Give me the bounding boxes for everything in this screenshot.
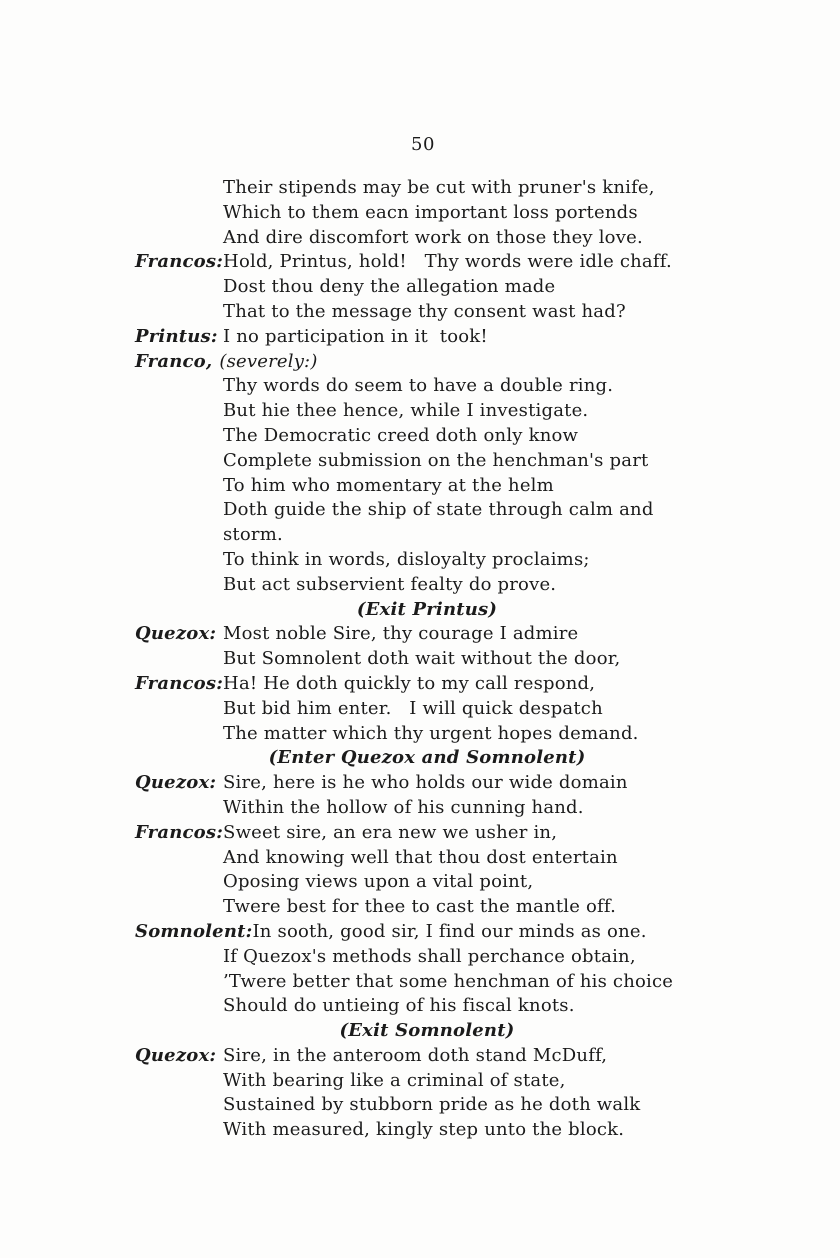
line-text: The matter which thy urgent hopes demand. bbox=[223, 722, 639, 744]
line-text: To him who momentary at the helm bbox=[223, 474, 554, 496]
line-text: But bid him enter. I will quick despatch bbox=[223, 697, 603, 719]
play-line bbox=[135, 573, 719, 598]
line-text: Twere best for thee to cast the mantle off. bbox=[223, 896, 617, 918]
line-text: Should do untieing of his fiscal knots. bbox=[223, 995, 575, 1017]
play-line bbox=[135, 672, 719, 697]
speaker-label: Quezox: bbox=[135, 623, 217, 645]
line-text: Doth guide the ship of state through calm and storm. bbox=[223, 499, 660, 546]
play-line bbox=[135, 994, 719, 1019]
play-line bbox=[135, 920, 719, 945]
page-number: 50 bbox=[411, 134, 435, 155]
speaker-label: Quezox: bbox=[135, 772, 217, 794]
speaker-label: Francos: bbox=[135, 251, 224, 273]
play-line bbox=[135, 945, 719, 970]
play-line bbox=[135, 424, 719, 449]
speaker-label: Somnolent: bbox=[135, 920, 253, 942]
play-text-body bbox=[135, 176, 719, 1143]
line-text: Their stipends may be cut with pruner's knife, bbox=[223, 177, 655, 198]
play-line bbox=[135, 722, 719, 747]
line-text: And dire discomfort work on those they love. bbox=[223, 226, 643, 248]
line-text: Sustained by stubborn pride as he doth walk bbox=[223, 1094, 641, 1116]
line-text: Oposing views upon a vital point, bbox=[223, 871, 534, 893]
stage-direction bbox=[135, 746, 719, 771]
play-line bbox=[135, 647, 719, 672]
line-text: Within the hollow of his cunning hand. bbox=[223, 796, 584, 818]
play-line bbox=[135, 250, 719, 275]
play-line bbox=[135, 1118, 719, 1143]
speaker-label: Printus: bbox=[135, 325, 218, 347]
play-line bbox=[135, 374, 719, 399]
line-text: Which to them eacn important loss portends bbox=[223, 201, 638, 223]
line-text: Sire, here is he who holds our wide domain bbox=[223, 772, 628, 794]
line-text: Hold, Printus, hold! Thy words were idle chaff. bbox=[223, 251, 672, 273]
play-line bbox=[135, 697, 719, 722]
line-text: But hie thee hence, while I investigate. bbox=[223, 400, 589, 422]
play-line bbox=[135, 275, 719, 300]
stage-direction-text: (Enter Quezox and Somnolent) bbox=[268, 747, 586, 769]
speaker-label: Quezox: bbox=[135, 1044, 217, 1066]
play-line bbox=[135, 771, 719, 796]
play-line bbox=[135, 870, 719, 895]
play-line bbox=[135, 226, 719, 251]
line-text: Sire, in the anteroom doth stand McDuff, bbox=[223, 1044, 608, 1066]
play-line bbox=[135, 846, 719, 871]
line-text: Sweet sire, an era new we usher in, bbox=[223, 821, 558, 843]
play-line bbox=[135, 548, 719, 573]
play-line bbox=[135, 895, 719, 920]
line-text: I no participation in it took! bbox=[223, 325, 488, 347]
line-text: Complete submission on the henchman's part bbox=[223, 449, 649, 471]
play-line bbox=[135, 449, 719, 474]
play-line bbox=[135, 622, 719, 647]
play-line bbox=[135, 350, 719, 375]
play-line bbox=[135, 300, 719, 325]
play-line bbox=[135, 325, 719, 350]
line-text: With measured, kingly step unto the block. bbox=[223, 1119, 625, 1141]
line-text: But Somnolent doth wait without the door, bbox=[223, 648, 621, 670]
play-line bbox=[135, 201, 719, 226]
line-text: ’Twere better that some henchman of his choice bbox=[223, 970, 674, 992]
line-text: And knowing well that thou dost entertain bbox=[223, 846, 618, 868]
line-text: With bearing like a criminal of state, bbox=[223, 1069, 566, 1091]
play-line bbox=[135, 399, 719, 424]
line-text: (severely:) bbox=[219, 350, 318, 372]
speaker-label: Francos: bbox=[135, 821, 224, 843]
line-text: The Democratic creed doth only know bbox=[223, 424, 579, 446]
play-line bbox=[135, 1069, 719, 1094]
stage-direction-text: (Exit Somnolent) bbox=[339, 1020, 515, 1042]
speaker-label: Franco, bbox=[135, 350, 213, 372]
line-text: Most noble Sire, thy courage I admire bbox=[223, 623, 579, 645]
line-text: Ha! He doth quickly to my call respond, bbox=[223, 672, 596, 694]
play-line bbox=[135, 970, 719, 995]
line-text: To think in words, disloyalty proclaims; bbox=[223, 548, 590, 570]
stage-direction bbox=[135, 1019, 719, 1044]
stage-direction bbox=[135, 598, 719, 623]
line-text: If Quezox's methods shall perchance obtain, bbox=[223, 945, 636, 967]
play-line bbox=[135, 821, 719, 846]
line-text: Thy words do seem to have a double ring. bbox=[223, 375, 614, 397]
speaker-label: Francos: bbox=[135, 672, 224, 694]
stage-direction-text: (Exit Printus) bbox=[356, 598, 498, 620]
line-text: But act subservient fealty do prove. bbox=[223, 573, 557, 595]
play-line bbox=[135, 498, 719, 548]
play-line bbox=[135, 796, 719, 821]
play-line bbox=[135, 474, 719, 499]
line-text: Dost thou deny the allegation made bbox=[223, 276, 556, 298]
play-line bbox=[135, 1044, 719, 1069]
line-text: In sooth, good sir, I find our minds as one. bbox=[252, 920, 647, 942]
play-line bbox=[135, 176, 719, 201]
play-line bbox=[135, 1093, 719, 1118]
line-text: That to the message thy consent wast had? bbox=[223, 300, 626, 322]
